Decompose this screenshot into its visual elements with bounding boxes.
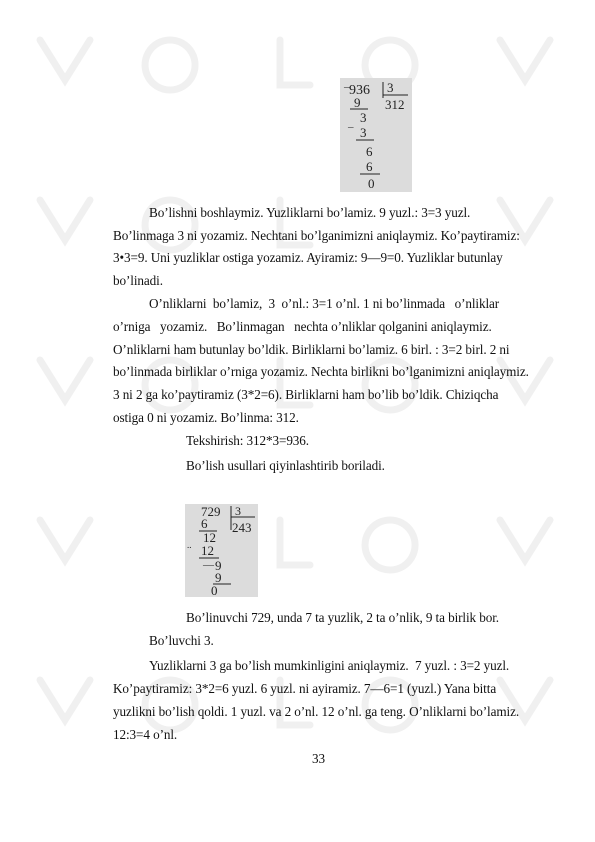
text-line: 3•3=9. Uni yuzliklar ostiga yozamiz. Ayiramiz: 9—9=0. Yuzliklar butunlay [113,250,503,265]
fig2-step2-sub: 12 [201,543,214,558]
text-line: Bo’lishni boshlaymiz. Yuzliklarni bo’lamiz. 9 yuzl.: 3=3 yuzl. [149,205,471,220]
text-line: o’rniga yozamiz. Bo’linmagan nechta o’nliklar qolganini aniqlaymiz. [113,319,492,334]
text-line: 3 ni 2 ga ko’paytiramiz (3*2=6). Birliklarni ham bo’lib bo’ldik. Chiziqcha [113,387,499,402]
text-line: Yuzliklarni 3 ga bo’lish mumkinligini aniqlaymiz. 7 yuzl. : 3=2 yuzl. [149,658,510,673]
text-line: ostiga 0 ni yozamiz. Bo’linma: 312. [113,410,299,425]
fig2-step1-rem: 12 [203,530,216,545]
fig1-step3-sub: 6 [366,159,373,174]
fig2-step1-sub: 6 [201,516,208,531]
fig1-step1-sub: 9 [354,95,361,110]
text-line: Bo’linuvchi 729, unda 7 ta yuzlik, 2 ta o’nlik, 9 ta birlik bor. [186,610,499,625]
fig1-step3-rem: 6 [366,144,373,159]
fig1-step1-rem: 3 [360,110,367,125]
fig2-divisor: 3 [235,504,241,518]
text-line: Bo’lish usullari qiyinlashtirib boriladi. [186,458,385,473]
text-line: Bo’linmaga 3 ni yozamiz. Nechtani bo’lganimizni aniqlaymiz. Ko’paytiramiz: [113,228,520,243]
fig1-divisor: 3 [387,80,394,95]
text-line: bo’linadi. [113,273,163,288]
fig2-quotient: 243 [232,520,252,535]
text-line: 12:3=4 o’nl. [113,727,178,742]
fig1-dividend: 936 [349,83,370,98]
fig2-step3-rem: 9 [215,558,222,573]
text-line: O’nliklarni bo’lamiz, 3 o’nl.: 3=1 o’nl. 1 ni bo’linmada o’nliklar [149,296,500,311]
fig2-final-rem: 0 [211,583,218,597]
svg-text:..: .. [187,540,192,550]
fig1-step2-sub: 3 [360,125,367,140]
page-number: 33 [312,751,325,766]
division-figure-936 [340,78,412,192]
svg-text:–: – [344,81,350,93]
division-figure-729 [185,504,258,597]
fig2-dividend: 729 [201,504,221,519]
fig1-final-rem: 0 [368,176,375,191]
text-line: Tekshirish: 312*3=936. [186,433,309,448]
svg-text:—: — [203,559,214,571]
svg-text:–: – [348,121,354,133]
text-line: bo’linmada birliklar o’rniga yozamiz. Nechta birlikni bo’lganimizni aniqlaymiz. [113,364,529,379]
fig2-step3-sub: 9 [215,570,222,585]
text-line: Bo’luvchi 3. [149,633,214,648]
text-line: yuzlikni bo’lish qoldi. 1 yuzl. va 2 o’nl. 12 o’nl. ga teng. O’nliklarni bo’lamiz. [113,704,520,719]
text-line: Ko’paytiramiz: 3*2=6 yuzl. 6 yuzl. ni ayiramiz. 7—6=1 (yuzl.) Yana bitta [113,681,497,696]
text-line: O’nliklarni ham butunlay bo’ldik. Birliklarni bo’lamiz. 6 birl. : 3=2 birl. 2 ni [113,342,510,357]
fig1-quotient: 312 [385,97,405,112]
